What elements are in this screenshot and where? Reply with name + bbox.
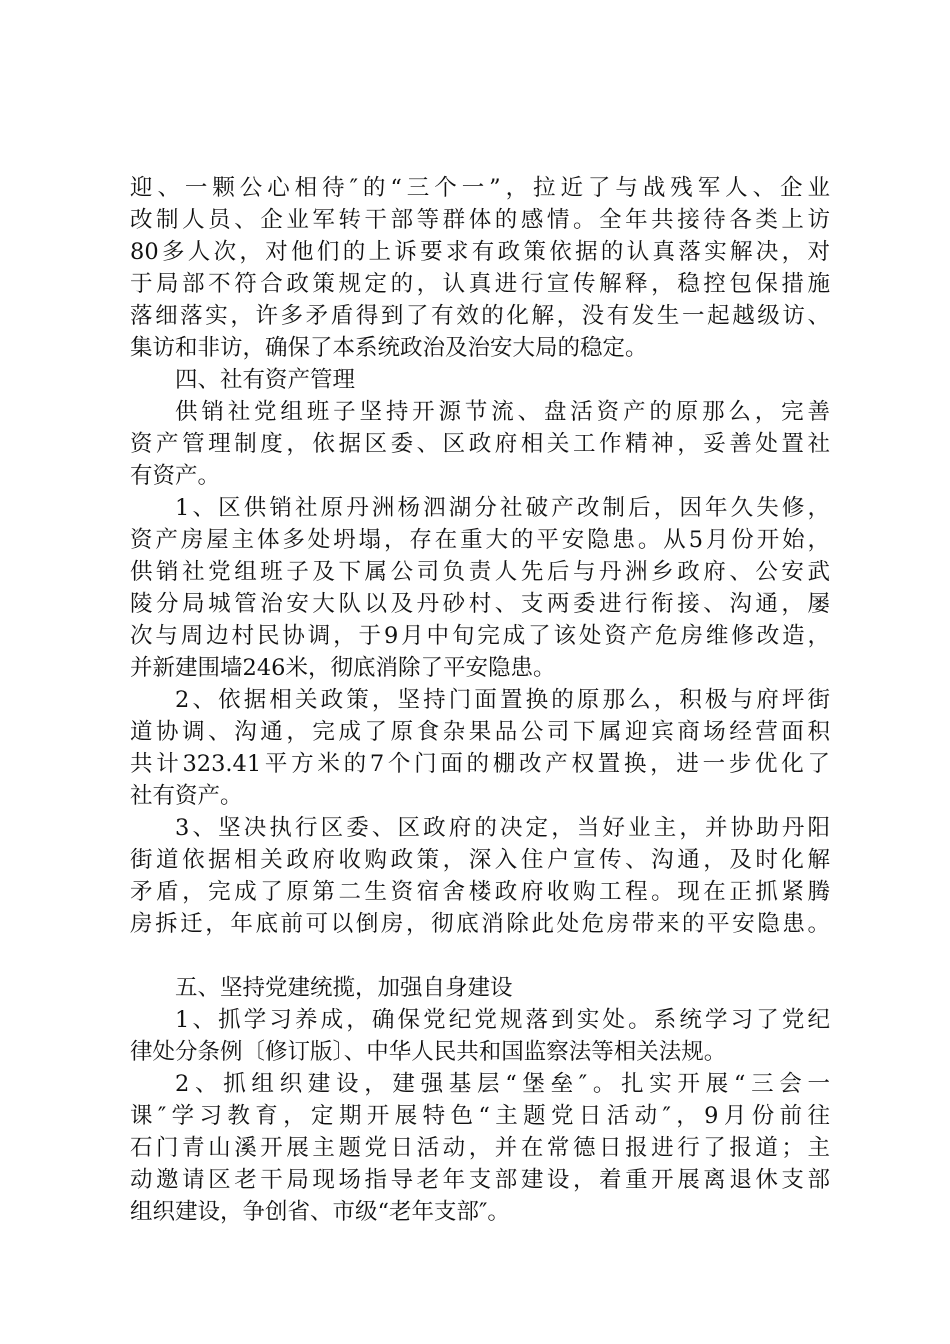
text-line: 课″学习教育，定期开展特色“主题党日活动″，9月份前往 <box>130 1103 830 1129</box>
text-line: 次与周边村民协调，于9月中旬完成了该处资产危房维修改造， <box>130 623 830 649</box>
text-line: 房拆迁，年底前可以倒房，彻底消除此处危房带来的平安隐患。 <box>130 911 830 937</box>
text-line: 2、抓组织建设，建强基层“堡垒″。扎实开展“三会一 <box>175 1071 830 1097</box>
text-line: 道协调、沟通，完成了原食杂果品公司下属迎宾商场经营面积 <box>130 719 830 745</box>
paragraph-party-item-1 <box>130 1004 830 1068</box>
text-line: 律处分条例〔修订版〕、中华人民共和国监察法等相关法规。 <box>130 1039 727 1065</box>
text-line: 落细落实，许多矛盾得到了有效的化解，没有发生一起越级访、 <box>130 303 830 329</box>
text-line: 陵分局城管治安大队以及丹砂村、支两委进行衔接、沟通，屡 <box>130 591 830 617</box>
text-line: 街道依据相关政府收购政策，深入住户宣传、沟通，及时化解 <box>130 847 830 873</box>
paragraph-party-item-2 <box>130 1068 830 1228</box>
text-line: 石门青山溪开展主题党日活动，并在常德日报进行了报道；主 <box>130 1135 830 1161</box>
text-line: 社有资产。 <box>130 783 243 809</box>
text-line: 于局部不符合政策规定的，认真进行宣传解释，稳控包保措施 <box>130 271 830 297</box>
paragraph-asset-item-1 <box>130 492 830 684</box>
text-line: 集访和非访，确保了本系统政治及治安大局的稳定。 <box>130 335 648 361</box>
text-line: 资产房屋主体多处坍塌，存在重大的平安隐患。从5月份开始， <box>130 527 830 553</box>
paragraph-asset-item-3 <box>130 812 830 940</box>
paragraph-petition-work <box>130 172 830 364</box>
text-line: 供销社党组班子坚持开源节流、盘活资产的原那么，完善 <box>175 399 830 425</box>
text-line: 共计323.41平方米的7个门面的棚改产权置换，进一步优化了 <box>130 751 830 777</box>
text-line: 1、区供销社原丹洲杨泗湖分社破产改制后，因年久失修， <box>175 495 830 521</box>
text-line: 资产管理制度，依据区委、区政府相关工作精神，妥善处置社 <box>130 431 830 457</box>
text-line: 动邀请区老干局现场指导老年支部建设，着重开展离退休支部 <box>130 1167 830 1193</box>
text-line: 2、依据相关政策，坚持门面置换的原那么，积极与府坪街 <box>175 687 830 713</box>
paragraph-asset-intro <box>130 396 830 492</box>
text-line: 迎、一颗公心相待″的“三个一”，拉近了与战残军人、企业 <box>130 175 830 201</box>
text-line: 组织建设，争创省、市级“老年支部″。 <box>130 1199 510 1225</box>
text-line: 改制人员、企业军转干部等群体的感情。全年共接待各类上访 <box>130 207 830 233</box>
text-line: 80多人次，对他们的上诉要求有政策依据的认真落实解决，对 <box>130 239 830 265</box>
section-heading-4: 四、社有资产管理 <box>175 367 356 393</box>
paragraph-gap <box>130 940 830 972</box>
document-body <box>130 172 830 1228</box>
text-line: 并新建围墙246米，彻底消除了平安隐患。 <box>130 655 556 681</box>
paragraph-asset-item-2 <box>130 684 830 812</box>
text-line: 1、抓学习养成，确保党纪党规落到实处。系统学习了党纪 <box>175 1007 830 1033</box>
text-line: 3、坚决执行区委、区政府的决定，当好业主，并协助丹阳 <box>175 815 830 841</box>
text-line: 供销社党组班子及下属公司负责人先后与丹洲乡政府、公安武 <box>130 559 830 585</box>
text-line: 有资产。 <box>130 463 221 489</box>
text-line: 矛盾，完成了原第二生资宿舍楼政府收购工程。现在正抓紧腾 <box>130 879 830 905</box>
section-heading-5: 五、坚持党建统揽，加强自身建设 <box>175 975 513 1001</box>
